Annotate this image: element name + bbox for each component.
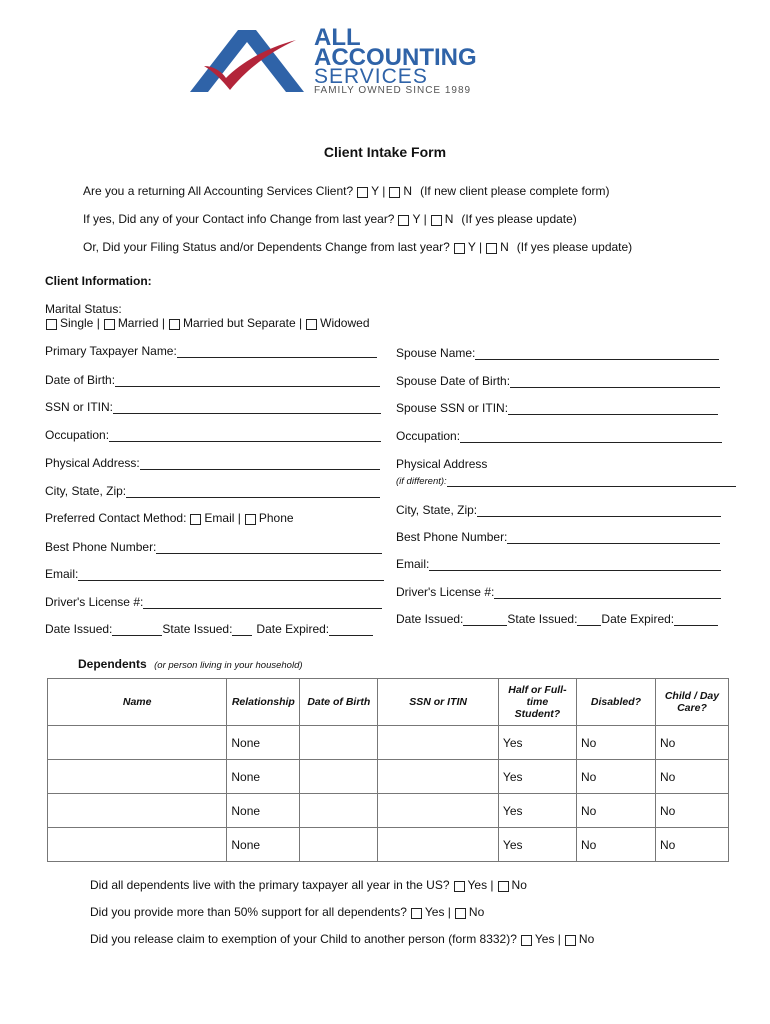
state-issued-label: State Issued: [162,622,233,636]
field-label: City, State, Zip: [396,503,478,517]
question-note: (If yes please update) [516,240,633,254]
email-option-label: Email | [204,511,241,525]
spouse-address-field[interactable] [396,474,736,487]
address-field[interactable] [45,456,380,470]
yes-checkbox[interactable] [454,243,465,254]
license-dates-field [45,622,373,636]
table-cell[interactable]: No [655,760,728,794]
yes-label: Y | [371,184,386,198]
table-cell[interactable] [300,794,378,828]
field-label: SSN or ITIN: [45,400,114,414]
spouse-ssn-field[interactable] [396,401,718,415]
question-release-claim [90,932,594,946]
field-label: Spouse Date of Birth: [396,374,511,388]
field-label: Occupation: [45,428,110,442]
field-label: Email: [45,567,79,581]
married-separate-label: Married but Separate | [182,316,303,330]
column-header: Relationship [227,679,300,726]
yes-checkbox[interactable] [357,187,368,198]
single-checkbox[interactable] [46,319,57,330]
table-cell[interactable]: Yes [498,794,576,828]
field-line[interactable] [115,374,380,387]
single-label: Single | [60,316,100,330]
spouse-license-dates-field [396,612,718,626]
marital-status-options [42,316,370,330]
table-cell[interactable] [48,726,227,760]
state-issued-line[interactable] [577,613,601,626]
yes-label: Yes | [534,932,561,946]
field-line[interactable] [140,457,380,470]
table-row [48,828,729,862]
question-text: Did you provide more than 50% support for all dependents? [90,905,407,919]
table-cell[interactable]: No [576,794,655,828]
question-text: Did all dependents live with the primary taxpayer all year in the US? [90,878,450,892]
primary-name-field[interactable] [45,344,377,358]
table-cell[interactable]: No [576,726,655,760]
field-label: Primary Taxpayer Name: [45,344,177,358]
married-separate-checkbox[interactable] [169,319,180,330]
table-cell[interactable]: None [227,794,300,828]
phone-option-label: Phone [258,511,294,525]
logo-tagline: FAMILY OWNED SINCE 1989 [314,85,472,96]
field-line[interactable] [156,541,382,554]
field-line[interactable] [126,485,380,498]
field-label: Best Phone Number: [45,540,157,554]
field-line[interactable] [109,429,381,442]
question-text: Are you a returning All Accounting Services Client? [83,184,354,198]
license-field[interactable] [45,595,382,609]
field-line[interactable] [510,375,720,388]
date-expired-line[interactable] [674,613,718,626]
email-field[interactable] [45,567,384,581]
table-cell[interactable]: No [655,726,728,760]
field-label: Spouse SSN or ITIN: [396,401,509,415]
field-line[interactable] [508,402,718,415]
field-label: Preferred Contact Method: [45,511,187,525]
table-cell[interactable] [48,760,227,794]
yes-checkbox[interactable] [411,908,422,919]
date-issued-label: Date Issued: [396,612,464,626]
table-header-row [48,679,729,726]
field-line[interactable] [177,345,377,358]
yes-label: Y | [467,240,483,254]
no-checkbox[interactable] [486,243,497,254]
table-cell[interactable] [48,794,227,828]
question-text: Or, Did your Filing Status and/or Dependents Change from last year? [83,240,450,254]
table-cell[interactable]: No [576,828,655,862]
table-cell[interactable] [378,828,499,862]
marital-status-label: Marital Status: [45,302,122,316]
table-cell[interactable]: No [655,828,728,862]
question-filing-change [83,240,632,254]
field-label: Physical Address: [45,456,140,470]
spouse-occupation-field[interactable] [396,429,722,443]
field-label: City, State, Zip: [45,484,127,498]
column-header: Date of Birth [300,679,378,726]
spouse-license-field[interactable] [396,585,721,599]
table-row [48,794,729,828]
column-header: Child / Day Care? [655,679,728,726]
no-checkbox[interactable] [565,935,576,946]
table-row [48,726,729,760]
table-cell[interactable] [300,828,378,862]
field-line[interactable] [78,568,384,581]
table-cell[interactable] [378,794,499,828]
spouse-email-field[interactable] [396,557,721,571]
logo-line3: SERVICES [314,65,428,88]
no-label: No [511,878,527,892]
client-info-heading: Client Information: [45,274,152,288]
married-label: Married | [117,316,165,330]
dependents-title: Dependents [78,657,147,671]
table-cell[interactable]: Yes [498,760,576,794]
field-line[interactable] [113,401,381,414]
yes-checkbox[interactable] [521,935,532,946]
column-header: Disabled? [576,679,655,726]
question-returning-client [83,184,610,198]
spouse-dob-field[interactable] [396,374,720,388]
table-cell[interactable] [300,726,378,760]
field-line[interactable] [460,430,722,443]
column-header: SSN or ITIN [378,679,499,726]
field-line[interactable] [507,531,720,544]
field-label: Date of Birth: [45,373,116,387]
logo-line2: ACCOUNTING [314,44,477,71]
table-cell[interactable]: None [227,828,300,862]
yes-label: Yes | [424,905,451,919]
field-label: Physical Address [396,457,488,471]
dob-field[interactable] [45,373,380,387]
table-cell[interactable] [378,760,499,794]
date-expired-label: Date Expired: [601,612,675,626]
state-issued-label: State Issued: [507,612,578,626]
table-cell[interactable]: No [655,794,728,828]
spouse-city-field[interactable] [396,503,721,517]
yes-label: Y | [412,212,427,226]
no-label: No [468,905,485,919]
field-note: (if different): [396,476,447,487]
table-cell[interactable]: None [227,760,300,794]
field-label: Driver's License #: [45,595,144,609]
logo-mark [186,26,316,100]
column-header: Name [48,679,227,726]
field-line[interactable] [475,347,719,360]
field-label: Driver's License #: [396,585,495,599]
yes-label: Yes | [467,878,494,892]
dependents-note: (or person living in your household) [154,660,303,671]
yes-checkbox[interactable] [398,215,409,226]
column-header: Half or Full-time Student? [498,679,576,726]
spouse-name-field[interactable] [396,346,719,360]
field-label: Spouse Name: [396,346,476,360]
date-issued-label: Date Issued: [45,622,113,636]
phone-checkbox[interactable] [245,514,256,525]
table-row [48,760,729,794]
yes-checkbox[interactable] [454,881,465,892]
spouse-address-label [396,457,487,471]
spouse-phone-field[interactable] [396,530,720,544]
question-text: If yes, Did any of your Contact info Change from last year? [83,212,395,226]
table-cell[interactable]: Yes [498,828,576,862]
no-label: N [500,240,509,254]
state-issued-line[interactable] [232,623,252,636]
dependents-table [47,678,729,862]
widowed-checkbox[interactable] [306,319,317,330]
widowed-label: Widowed [320,316,370,330]
field-label: Occupation: [396,429,461,443]
table-cell[interactable] [300,760,378,794]
no-checkbox[interactable] [455,908,466,919]
date-expired-label: Date Expired: [256,622,330,636]
no-label: N [444,212,454,226]
date-issued-line[interactable] [112,623,162,636]
company-logo [186,26,566,100]
table-cell[interactable] [48,828,227,862]
field-line[interactable] [447,474,736,487]
no-checkbox[interactable] [389,187,400,198]
phone-field[interactable] [45,540,382,554]
contact-method-field [45,511,294,525]
question-support [90,905,484,919]
field-label: Best Phone Number: [396,530,508,544]
field-line[interactable] [494,586,721,599]
question-text: Did you release claim to exemption of your Child to another person (form 8332)? [90,932,517,946]
logo-line1: ALL [314,24,361,51]
question-contact-change [83,212,577,226]
question-note: (If new client please complete form) [420,184,610,198]
table-cell[interactable]: None [227,726,300,760]
no-checkbox[interactable] [498,881,509,892]
date-issued-line[interactable] [463,613,507,626]
form-title: Client Intake Form [323,144,447,160]
married-checkbox[interactable] [104,319,115,330]
no-checkbox[interactable] [431,215,442,226]
question-dependents-lived [90,878,527,892]
email-checkbox[interactable] [190,514,201,525]
no-label: No [578,932,595,946]
field-line[interactable] [429,558,721,571]
question-note: (If yes please update) [461,212,577,226]
table-cell[interactable]: Yes [498,726,576,760]
field-line[interactable] [143,596,382,609]
ssn-field[interactable] [45,400,381,414]
table-cell[interactable] [378,726,499,760]
city-field[interactable] [45,484,380,498]
occupation-field[interactable] [45,428,381,442]
no-label: N [403,184,413,198]
field-label: Email: [396,557,430,571]
field-line[interactable] [477,504,721,517]
table-cell[interactable]: No [576,760,655,794]
date-expired-line[interactable] [329,623,373,636]
dependents-heading [78,655,303,673]
